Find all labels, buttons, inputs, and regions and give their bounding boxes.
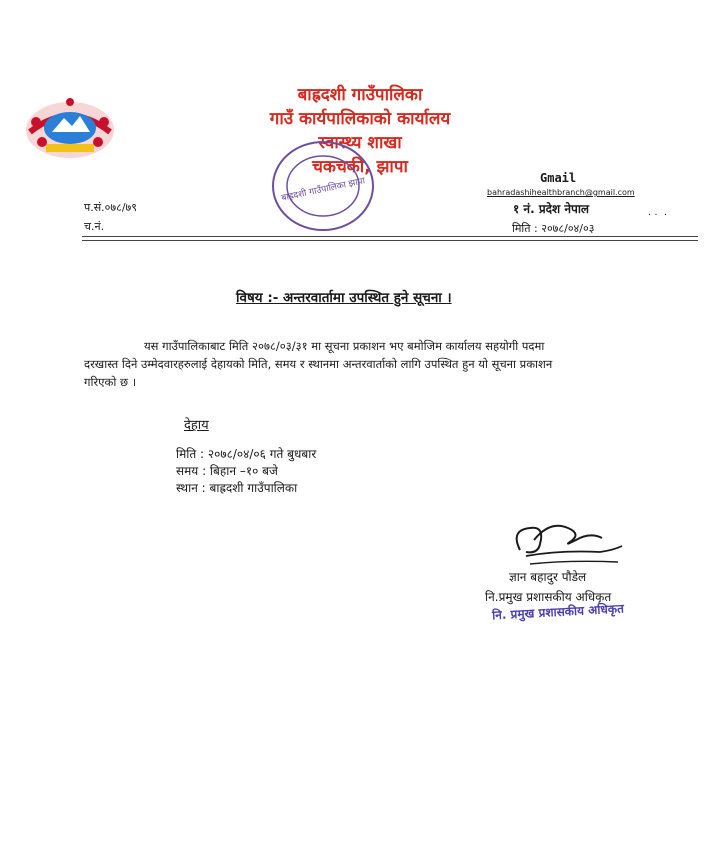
header-rule-bottom	[82, 240, 698, 241]
subject-line: विषय :- अन्तरवार्तामा उपस्थित हुने सूचना ।	[236, 290, 452, 306]
seal-text: बाह्रदशी गाउँपालिका झापा	[280, 176, 367, 204]
header-line-4: चकचकी, झापा	[312, 157, 408, 177]
body-line-3: गरिएको छ ।	[84, 375, 137, 389]
handwritten-signature	[490, 510, 640, 570]
reference-number: प.सं.०७८/७९	[84, 201, 137, 214]
details-heading: देहाय	[184, 418, 209, 433]
dispatch-number: च.नं.	[84, 220, 105, 233]
body-line-1: यस गाउँपालिकाबाट मिति २०७८/०३/३१ मा सूचना प्रकाशन भए बमोजिम कार्यालय सहयोगी पदमा	[144, 339, 545, 353]
letter-date: मिति : २०७८/०४/०३	[512, 222, 595, 235]
details-date: मिति : २०७८/०४/०६ गते बुधबार	[176, 447, 317, 461]
nepal-emblem-logo	[22, 92, 118, 162]
blue-title-stamp: नि. प्रमुख प्रशासकीय अधिकृत	[491, 601, 625, 623]
gmail-label: Gmail	[540, 171, 577, 185]
header-line-1: बाह्रदशी गाउँपालिका	[297, 85, 423, 105]
margin-dots: · · ·	[648, 210, 668, 221]
details-place: स्थान : बाह्रदशी गाउँपालिका	[176, 481, 298, 495]
email-address: bahradashihealthbranch@gmail.com	[487, 188, 635, 197]
body-line-2: दरखास्त दिने उम्मेदवारहरुलाई देहायको मिति, समय र स्थानमा अन्तरवार्ताको लागि उपस्थित हुन यो सूचना प्रकाशन	[84, 357, 553, 371]
header-rule-top	[82, 236, 698, 237]
header-line-3: स्वास्थ्य शाखा	[318, 133, 402, 153]
header-line-2: गाउँ कार्यपालिकाको कार्यालय	[269, 109, 451, 129]
signatory-name: ज्ञान बहादुर पौडेल	[509, 570, 587, 584]
details-time: समय : बिहान –१० बजे	[176, 464, 278, 478]
province-line: १ नं. प्रदेश नेपाल	[513, 202, 590, 216]
signatory-title: नि.प्रमुख प्रशासकीय अधिकृत	[485, 590, 612, 604]
